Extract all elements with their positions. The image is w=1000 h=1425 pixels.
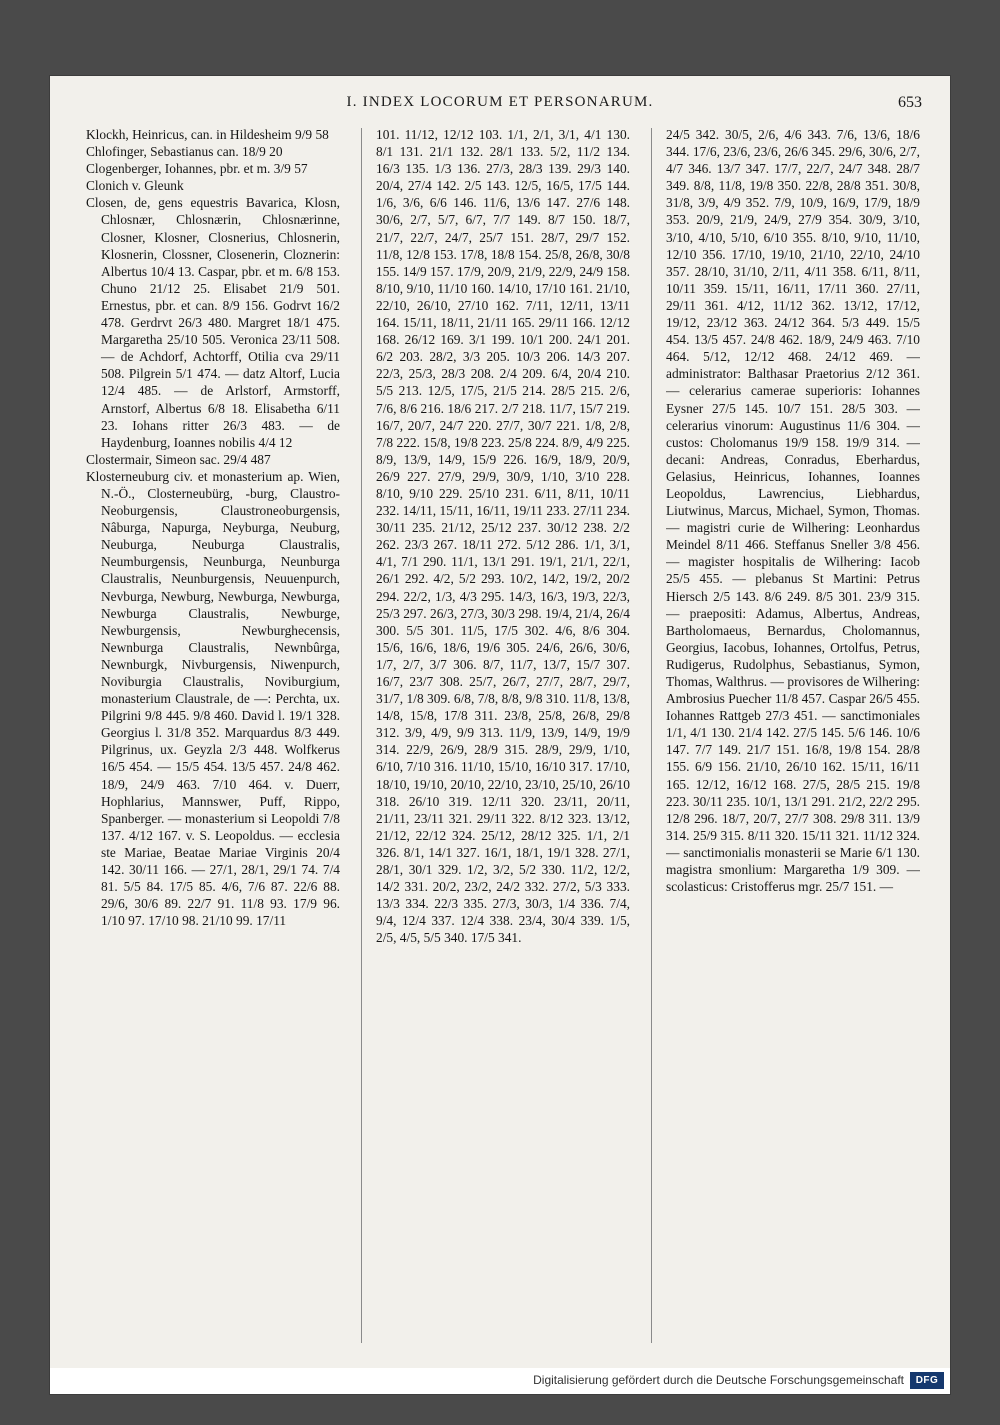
index-entry-klosterneuburg: Klosterneuburg civ. et monasterium ap. Wien, N.-Ö., Closterneubürg, -burg, Claustro-Neoburgensis, Claustroneoburgensis, Nâburga, Napurga, Neyburga, Neuburg, Neuburga, Neuburga Claustralis, Neumburgensis, Neunburga, Neunburga Claustralis, Neunburgensis, Neuuenpurch, Nevburga, Newburg, Newburga, Newburga, Newburga Claustralis, Newburge, Newburgensis, Newburghecensis, Newnburga Claustralis, Newnbûrga, Newnburgk, Nivburgensis, Niwenpurch, Noviburgia Claustralis, Noviburgium, monasterium Claustrale, de —: Perchta, ux. Pilgrini 9/8 445. 9/8 460. David l. 19/1 328. Georgius l. 31/8 352. Marquardus 8/3 449. Pilgrinus, ux. Geyzla 2/3 448. Wolfkerus 16/5 454. — 15/5 454. 13/5 457. 24/8 462. 18/9, 24/9 463. 7/10 464. v. Duerr, Hophlarius, Mannswer, Puff, Rippo, Spanberger. — monasterium si Leopoldi 7/8 137. 4/12 167. v. S. Leopoldus. — ecclesia ste Mariae, Beatae Mariae Virginis 20/4 142. 30/11 166. — 27/1, 28/1, 29/1 74. 7/4 81. 5/5 84. 17/5 85. 4/6, 7/6 87. 22/6 88. 29/6, 30/6 89. 22/7 91. 11/8 93. 17/9 96. 1/10 97. 17/10 98. 21/10 99. 17/11 [86,468,340,929]
index-entry-clogenberger: Clogenberger, Iohannes, pbr. et m. 3/9 57 [86,161,308,177]
index-continuation-text: 101. 11/12, 12/12 103. 1/1, 2/1, 3/1, 4/1 130. 8/1 131. 21/1 132. 28/1 133. 5/2, 11/2 134. 16/3 135. 1/3 136. 27/3, 28/3 139. 29/3 140. 20/4, 27/4 142. 2/5 143. 12/5, 16/5, 17/5 144. 1/6, 3/6, 6/6 146. 11/6, 13/6 147. 27/6 148. 30/6, 2/7, 5/7, 6/7, 7/7 149. 8/7 150. 18/7, 21/7, 22/7, 24/7, 25/7 151. 28/7, 29/7 152. 11/8, 12/8 153. 17/8, 18/8 154. 25/8, 26/8, 30/8 155. 14/9 157. 17/9, 20/9, 21/9, 22/9, 24/9 158. 8/10, 9/10, 11/10 160. 14/10, 17/10 161. 21/10, 22/10, 26/10, 27/10 162. 7/11, 12/11, 13/11 164. 15/11, 18/11, 21/11 165. 29/11 166. 12/12 168. 26/12 169. 3/1 199. 10/1 200. 24/1 201. 6/2 203. 28/2, 3/3 205. 10/3 206. 14/3 207. 22/3, 25/3, 28/3 208. 2/4 209. 6/4, 20/4 210. 5/5 213. 12/5, 17/5, 21/5 214. 28/5 215. 2/6, 7/6, 8/6 216. 18/6 217. 2/7 218. 11/7, 15/7 219. 16/7, 20/7, 24/7 220. 27/7, 30/7 221. 1/8, 2/8, 7/8 222. 15/8, 19/8 223. 25/8 224. 8/9, 4/9 225. 8/9, 13/9, 14/9, 15/9 226. 16/9, 18/9, 20/9, 26/9 227. 27/9, 29/9, 30/9, 1/10, 3/10 228. 8/10, 9/10 229. 25/10 231. 6/11, 8/11, 10/11 232. 14/11, 15/11, 16/11, 19/11 233. 27/11 234. 30/11 235. 21/12, 25/12 237. 30/12 238. 2/2 262. 23/3 267. 18/11 272. 5/12 286. 1/1, 3/1, 4/1, 7/1 290. 11/1, 13/1 291. 19/1, 21/1, 22/1, 26/1 292. 4/2, 5/2 293. 10/2, 14/2, 19/2, 20/2 294. 22/2, 1/3, 4/3 295. 14/3, 16/3, 19/3, 22/3, 25/3 297. 26/3, 27/3, 30/3 298. 19/4, 21/4, 26/4 300. 5/5 301. 11/5, 17/5 302. 4/6, 8/6 304. 15/6, 16/6, 18/6, 19/6 305. 24/6, 26/6, 30/6, 1/7, 2/7, 3/7 306. 8/7, 11/7, 13/7, 15/7 307. 16/7, 23/7 308. 25/7, 26/7, 27/7, 28/7, 29/7, 31/7, 1/8 309. 6/8, 7/8, 8/8, 9/8 310. 11/8, 13/8, 14/8, 15/8, 17/8 311. 23/8, 25/8, 26/8, 29/8 312. 3/9, 4/9, 9/9 313. 11/9, 13/9, 14/9, 19/9 314. 22/9, 26/9, 28/9 315. 28/9, 29/9, 1/10, 6/10, 7/10 316. 11/10, 15/10, 16/10 317. 17/10, 18/10, 19/10, 20/10, 22/10, 23/10, 25/10, 26/10 318. 26/10 319. 12/11 320. 23/11, 20/11, 21/11, 23/11 321. 29/11 322. 8/12 323. 13/12, 21/12, 22/12 324. 25/12, 28/12 325. 1/1, 2/1 326. 8/1, 14/1 327. 16/1, 18/1, 19/1 328. 27/1, 28/1, 30/1 329. 1/2, 3/2, 5/2 330. 11/2, 12/2, 14/2 331. 20/2, 23/2, 24/2 332. 27/2, 5/3 333. 13/3 334. 22/3 335. 27/3, 30/3, 1/4 336. 7/4, 9/4, 12/4 337. 12/4 338. 23/4, 30/4 339. 1/5, 2/5, 4/5, 5/5 340. 17/5 341. [376,127,630,946]
digitization-footer [50,1368,950,1394]
running-title: I. INDEX LOCORUM ET PERSONARUM. [346,94,654,110]
dfg-logo: DFG [910,1372,944,1389]
index-columns [86,126,920,1376]
index-column-1 [86,126,340,1376]
document-page [50,76,950,1394]
index-entry-chlofinger: Chlofinger, Sebastianus can. 18/9 20 [86,144,283,160]
index-continuation-text: 24/5 342. 30/5, 2/6, 4/6 343. 7/6, 13/6, 18/6 344. 17/6, 23/6, 23/6, 26/6 345. 29/6, 30/6, 2/7, 4/7 346. 13/7 347. 17/7, 22/7, 24/7 348. 28/7 349. 8/8, 11/8, 19/8 350. 22/8, 28/8 351. 30/8, 31/8, 3/9, 4/9 352. 7/9, 10/9, 16/9, 17/9, 18/9 353. 20/9, 21/9, 24/9, 27/9 354. 30/9, 3/10, 3/10, 4/10, 5/10, 6/10 355. 8/10, 9/10, 11/10, 12/10 356. 17/10, 19/10, 21/10, 22/10, 24/10 357. 28/10, 31/10, 2/11, 4/11 358. 6/11, 8/11, 10/11 359. 15/11, 16/11, 17/11 360. 27/11, 29/11 361. 4/12, 11/12 362. 13/12, 17/12, 19/12, 23/12 363. 24/12 364. 5/3 449. 15/5 454. 13/5 457. 24/8 462. 18/9, 24/9 463. 7/10 464. 5/12, 12/12 468. 24/12 469. — administrator: Balthasar Praetorius 2/12 361. — celerarius camerae superioris: Iohannes Eysner 27/5 145. 10/7 151. 28/5 303. — celerarius vinorum: Augustinus 11/6 304. — custos: Cholomanus 19/9 158. 19/9 314. — decani: Andreas, Conradus, Eberhardus, Gelasius, Heinricus, Iohannes, Ioannes Leopoldus, Lawrencius, Liebhardus, Liutwinus, Marcus, Michael, Symon, Thomas. — magistri curie de Wilhering: Leonhardus Meindel 8/11 466. Steffanus Sneller 3/8 456. — magister hospitalis de Wilhering: Iacob 25/5 455. — plebanus St Martini: Petrus Hiersch 2/5 143. 8/6 249. 8/5 301. 23/9 315. — praepositi: Adamus, Albertus, Andreas, Bartholomaeus, Bernardus, Cholomannus, Georgius, Iacobus, Iohannes, Ortolfus, Petrus, Rudigerus, Rudolphus, Sebastianus, Symon, Thomas, Walthrus. — provisores de Wilhering: Ambrosius Puecher 11/8 457. Caspar 26/5 455. Iohannes Rattgeb 27/3 451. — sanctimoniales 1/1, 4/1 130. 21/4 142. 27/5 145. 5/6 146. 10/6 147. 7/7 149. 21/7 151. 16/8, 19/8 154. 28/8 155. 6/9 156. 21/10, 26/10 162. 15/11, 16/11 165. 12/12, 16/12 168. 27/5, 28/5 215. 19/8 223. 30/11 235. 10/1, 13/1 291. 21/2, 22/2 295. 12/8 296. 18/7, 20/7, 27/7 308. 29/8 311. 13/9 314. 25/9 315. 8/11 320. 15/11 321. 11/12 324. — sanctimonialis monasterii se Marie 6/1 130. magistra smonlium: Margaretha 1/9 309. — scolasticus: Cristofferus mgr. 25/7 151. — [666,127,920,895]
index-entry-clostermair: Clostermair, Simeon sac. 29/4 487 [86,451,271,467]
index-entry-klockh: Klockh, Heinricus, can. in Hildesheim 9/9 58 [86,127,329,142]
page-number: 653 [898,94,922,111]
index-column-3 [666,126,920,1376]
funding-credit: Digitalisierung gefördert durch die Deutsche Forschungsgemeinschaft [533,1373,904,1387]
index-entry-clonich: Clonich v. Gleunk [86,178,184,194]
page-header [50,94,950,118]
index-entry-closen: Closen, de, gens equestris Bavarica, Klosn, Chlosnær, Chlosnærin, Chlosnærinne, Closner, Klosner, Closnerius, Chlosnerin, Klosnerin, Clossner, Closenerin, Cloznerin: Albertus 10/4 13. Caspar, pbr. et m. 6/8 153. Chuno 21/12 25. Elisabet 21/9 501. Ernestus, pbr. et can. 8/9 156. Godrvt 16/2 478. Gerdrvt 26/3 480. Margret 18/1 475. Margaretha 25/10 505. Veronica 23/11 508. — de Achdorf, Achtorff, Otilia cva 29/11 508. Pilgrein 5/1 474. — datz Altorf, Lucia 12/4 485. — de Arlstorf, Armstorff, Arnstorf, Albertus 6/8 18. Elisabetha 6/11 23. Iohans ritter 26/3 483. — de Haydenburg, Ioannes nobilis 4/4 12 [86,195,340,450]
index-column-2 [376,126,630,1376]
